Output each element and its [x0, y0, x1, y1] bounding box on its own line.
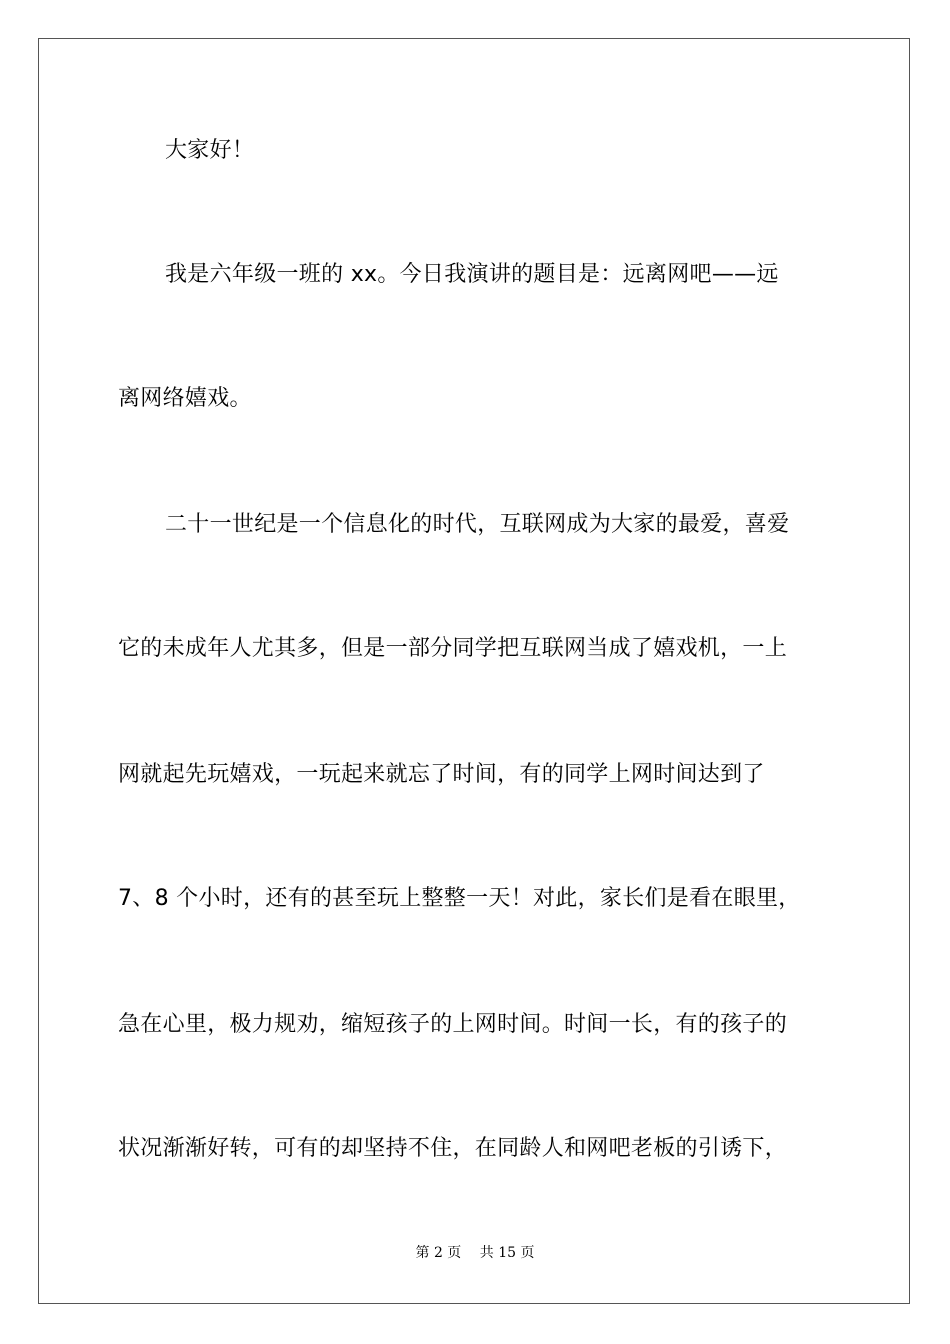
text-line: 二十一世纪是一个信息化的时代，互联网成为大家的最爱，喜爱	[165, 512, 790, 537]
text-line: 我是六年级一班的 xx。今日我演讲的题目是：远离网吧——远	[165, 262, 779, 287]
text-line: 网就起先玩嬉戏，一玩起来就忘了时间，有的同学上网时间达到了	[118, 762, 765, 787]
page-number-footer: 第 2 页 共 15 页	[415, 1245, 535, 1261]
text-line: 7、8 个小时，还有的甚至玩上整整一天！对此，家长们是看在眼里，	[118, 886, 801, 911]
text-line-greeting: 大家好！	[165, 138, 255, 163]
text-line: 离网络嬉戏。	[118, 386, 252, 411]
text-line: 状况渐渐好转，可有的却坚持不住，在同龄人和网吧老板的引诱下，	[118, 1136, 788, 1161]
text-line: 它的未成年人尤其多，但是一部分同学把互联网当成了嬉戏机，一上	[118, 636, 788, 661]
text-line: 急在心里，极力规劝，缩短孩子的上网时间。时间一长，有的孩子的	[118, 1012, 788, 1037]
page-frame	[38, 38, 910, 1304]
